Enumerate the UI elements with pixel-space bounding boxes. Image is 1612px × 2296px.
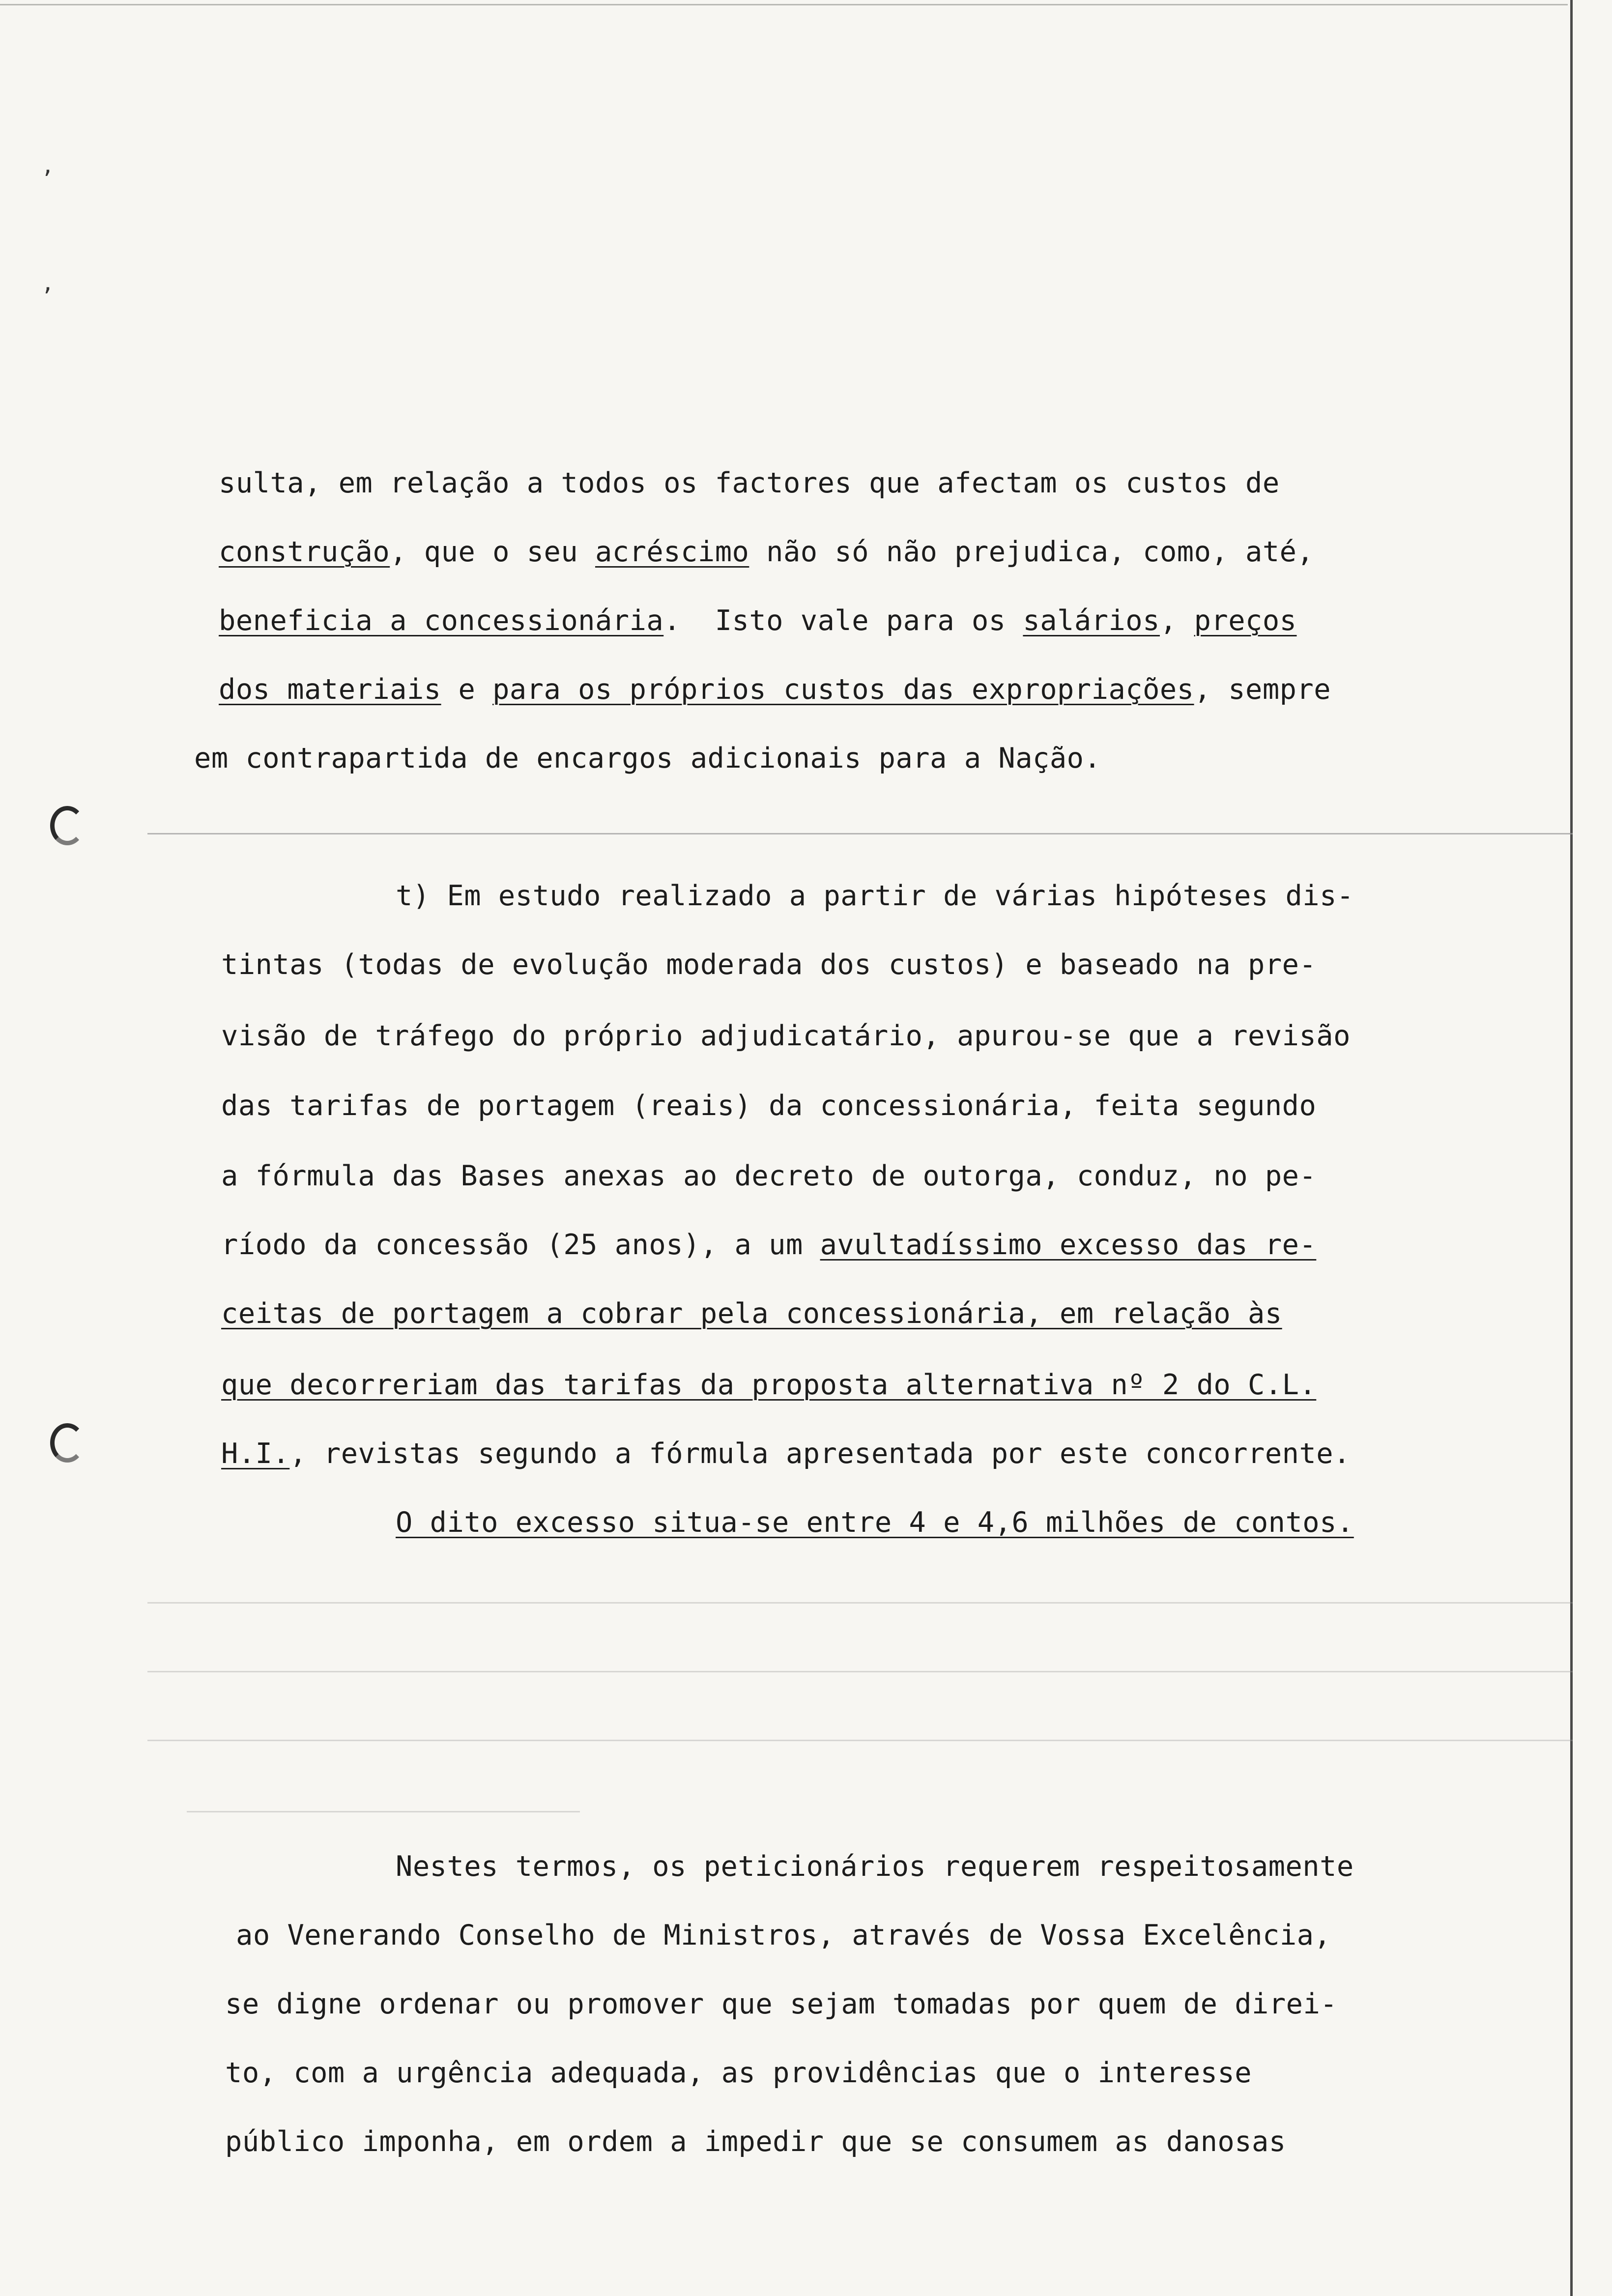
text-line [225,1990,1337,2018]
text-line [219,604,1297,637]
stray-mark: , [41,271,55,296]
text-line [221,948,1317,981]
underlined-text: preços [1194,604,1297,637]
text-segment: ao Venerando Conselho de Ministros, através de Vossa Excelência, [236,1919,1331,1952]
text-line [221,1371,1316,1399]
text-segment: se digne ordenar ou promover que sejam tomadas por quem de direi- [225,1988,1338,2020]
underlined-text: beneficia a concessionária [219,604,664,637]
text-line [396,1850,1354,1883]
text-segment: das tarifas de portagem (reais) da concessionária, feita segundo [221,1090,1317,1122]
underlined-text: avultadíssimo excesso das re- [820,1229,1317,1261]
text-line [221,1437,1351,1470]
underlined-text: acréscimo [595,536,749,568]
text-segment: , [1159,604,1194,637]
underlined-text: salários [1023,604,1160,637]
text-line [221,1297,1282,1330]
text-line [221,1231,1316,1259]
underlined-text: ceitas de portagem a cobrar pela concessionária, em relação às [221,1297,1282,1330]
underlined-text: para os próprios custos das expropriações [492,673,1194,706]
text-segment: em contrapartida de encargos adicionais para a Nação. [194,742,1101,775]
text-segment: público imponha, em ordem a impedir que se consumem as danosas [225,2125,1286,2158]
underlined-text: construção [219,536,390,568]
text-line [236,1919,1331,1952]
text-segment: Nestes termos, os peticionários requerem respeitosamente [396,1850,1354,1883]
text-line [219,538,1314,566]
text-segment: to, com a urgência adequada, as providências que o interesse [225,2057,1252,2089]
ruled-line [147,1740,1573,1741]
text-segment: , revistas segundo a fórmula apresentada por este concorrente. [289,1437,1351,1470]
text-segment: , sempre [1194,673,1331,706]
underlined-text: dos materiais [219,673,441,706]
punch-hole [50,806,85,845]
ruled-line [187,1811,580,1812]
underlined-text: que decorreriam das tarifas da proposta alternativa nº 2 do C.L. [221,1369,1317,1401]
text-line [221,1022,1351,1050]
stray-mark: , [41,153,55,178]
text-segment: sulta, em relação a todos os factores que afectam os custos de [219,467,1280,499]
text-line [396,882,1354,910]
text-segment: ríodo da concessão (25 anos), a um [221,1229,820,1261]
text-segment: . Isto vale para os [663,604,1023,637]
text-segment: a fórmula das Bases anexas ao decreto de outorga, conduz, no pe- [221,1160,1317,1192]
text-segment: tintas (todas de evolução moderada dos custos) e baseado na pre- [221,948,1317,981]
text-line [219,673,1331,706]
text-line [225,2059,1252,2087]
underlined-text: O dito excesso situa-se entre 4 e 4,6 milhões de contos. [396,1506,1354,1539]
text-segment: não só não prejudica, como, até, [749,536,1314,568]
text-line [194,742,1101,775]
text-line [221,1162,1316,1190]
text-segment: e [441,673,493,706]
ruled-line [147,1602,1573,1604]
text-segment: visão de tráfego do próprio adjudicatário, apurou-se que a revisão [221,1020,1351,1052]
underlined-text: H.I. [221,1437,290,1470]
text-line [221,1092,1316,1120]
text-line [396,1506,1354,1539]
text-line [225,2125,1286,2158]
right-margin-rule [1570,0,1573,2296]
text-segment: , que o seu [390,536,595,568]
ruled-line [147,833,1573,834]
text-segment: t) Em estudo realizado a partir de várias hipóteses dis- [396,880,1354,912]
page-top-edge [0,4,1568,5]
text-line [219,469,1280,497]
ruled-line [147,1671,1573,1672]
punch-hole [50,1423,85,1463]
